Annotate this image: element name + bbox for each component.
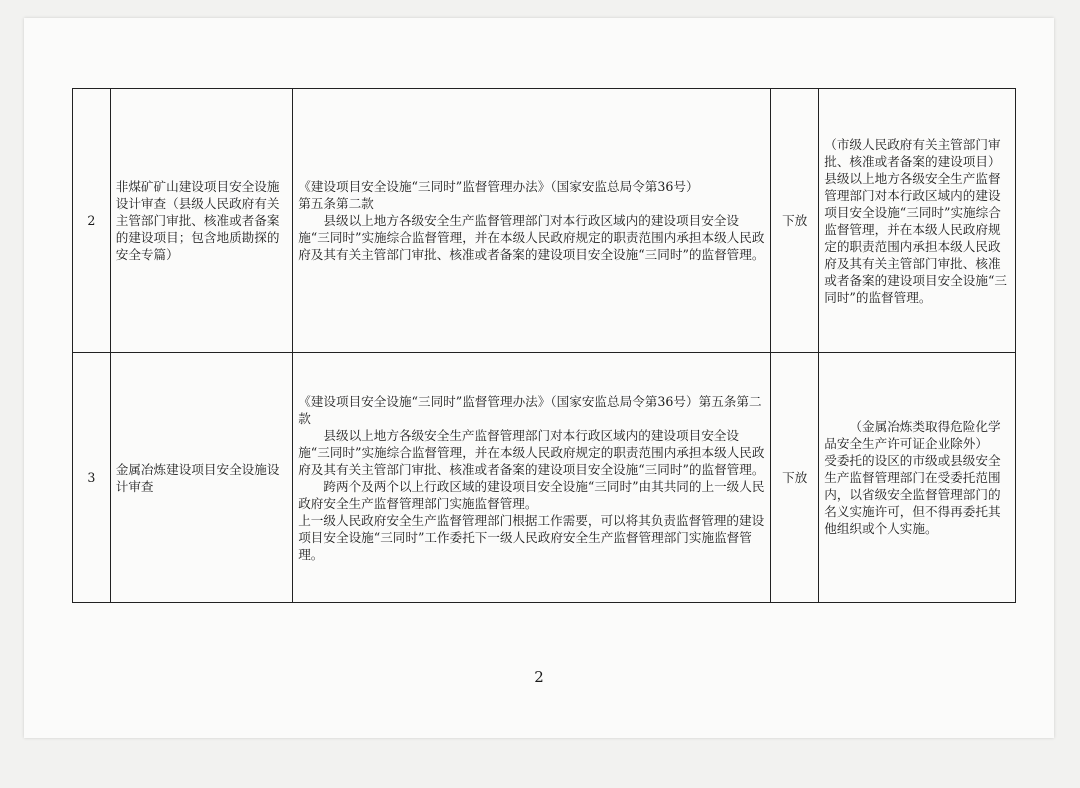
- legal-basis: [293, 89, 771, 353]
- basis-clause: 第五条第二款: [298, 196, 374, 211]
- table-row: [73, 353, 1016, 603]
- document-page: [24, 18, 1054, 738]
- page-number: 2: [534, 668, 544, 686]
- approval-items-table: [72, 88, 1016, 603]
- item-name: 金属冶炼建设项目安全设施设计审查: [110, 353, 292, 603]
- remark-scope: （金属冶炼类取得危险化学品安全生产许可证企业除外）: [824, 419, 1001, 451]
- remark-text: 县级以上地方各级安全生产监督管理部门对本行政区域内的建设项目安全设施“三同时”实施综合监督管理，并在本级人民政府规定的职责范围内承担本级人民政府及其有关主管部门审批、核准或者备案的建设项目安全设施“三同时”的监督管理。: [824, 170, 1007, 305]
- legal-basis: [293, 353, 771, 603]
- basis-title: 《建设项目安全设施“三同时”监督管理办法》（国家安监总局令第36号）第五条第二款: [298, 393, 762, 426]
- basis-title: 《建设项目安全设施“三同时”监督管理办法》（国家安监总局令第36号）: [298, 179, 699, 194]
- remark: [819, 353, 1016, 603]
- item-number: 2: [73, 89, 111, 353]
- basis-paragraph: 上一级人民政府安全生产监督管理部门根据工作需要，可以将其负责监督管理的建设项目安全设施“三同时”工作委托下一级人民政府安全生产监督管理部门实施监督管理。: [298, 512, 765, 562]
- table-row: [73, 89, 1016, 353]
- remark-scope: （市级人民政府有关主管部门审批、核准或者备案的建设项目）: [824, 136, 1001, 169]
- basis-paragraph: 县级以上地方各级安全生产监督管理部门对本行政区域内的建设项目安全设施“三同时”实施综合监督管理，并在本级人民政府规定的职责范围内承担本级人民政府及其有关主管部门审批、核准或者备案的建设项目安全设施“三同时”的监督管理。: [298, 213, 765, 262]
- handling-mode: 下放: [771, 353, 819, 603]
- remark-text: 受委托的设区的市级或县级安全生产监督管理部门在受委托范围内，以省级安全监督管理部门的名义实施许可，但不得再委托其他组织或个人实施。: [824, 453, 1001, 536]
- basis-paragraph: 跨两个及两个以上行政区域的建设项目安全设施“三同时”由其共同的上一级人民政府安全生产监督管理部门实施监督管理。: [298, 478, 765, 511]
- item-number: 3: [73, 353, 111, 603]
- handling-mode: 下放: [771, 89, 819, 353]
- remark: [819, 89, 1016, 353]
- item-name: 非煤矿矿山建设项目安全设施设计审查（县级人民政府有关主管部门审批、核准或者备案的建设项目；包含地质勘探的安全专篇）: [110, 89, 292, 353]
- basis-paragraph: 县级以上地方各级安全生产监督管理部门对本行政区域内的建设项目安全设施“三同时”实施综合监督管理，并在本级人民政府规定的职责范围内承担本级人民政府及其有关主管部门审批、核准或者备案的建设项目安全设施“三同时”的监督管理。: [298, 427, 765, 477]
